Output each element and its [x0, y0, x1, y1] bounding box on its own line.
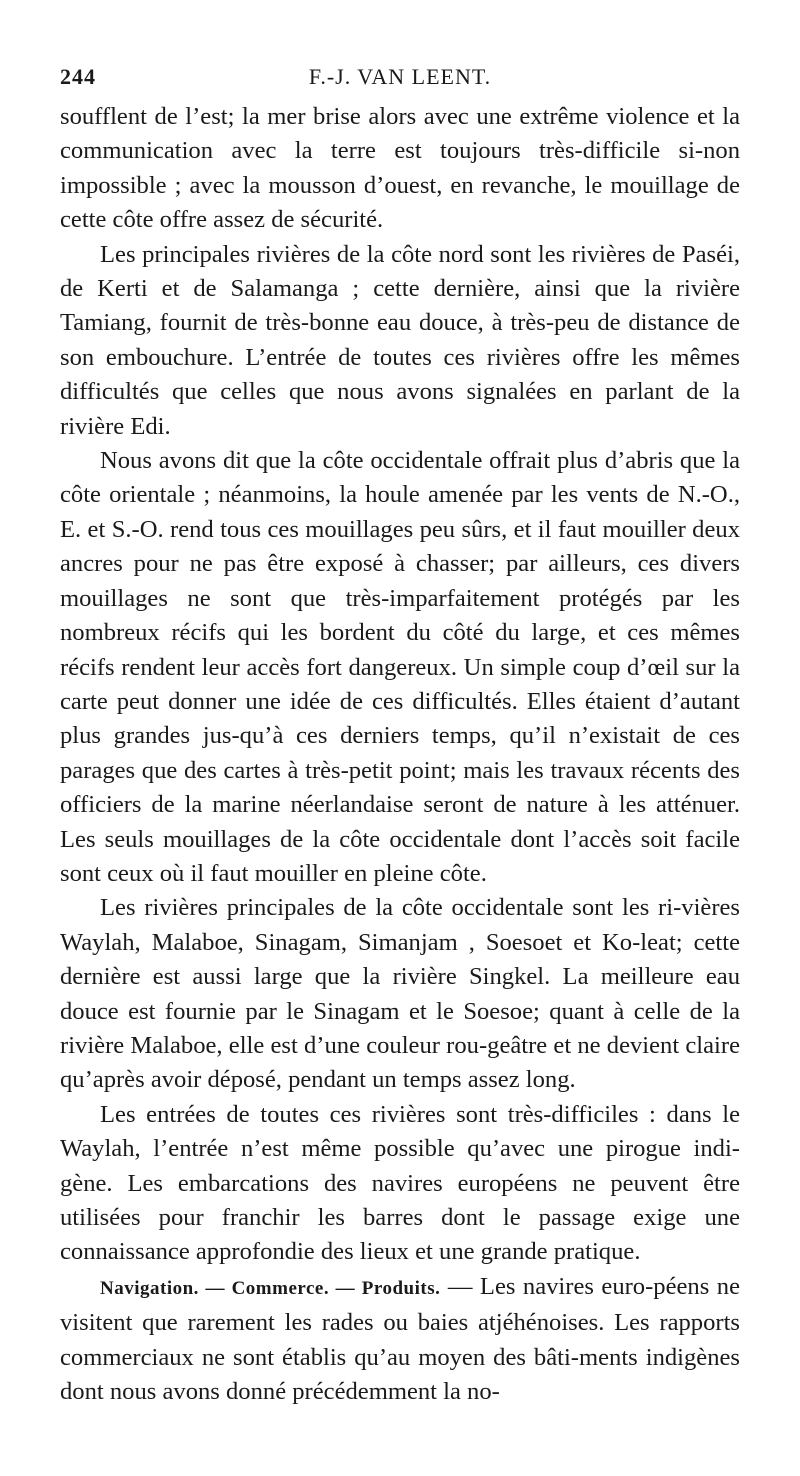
paragraph: Les principales rivières de la côte nord sont les rivières de Paséi, de Kerti et de Salamanga ; cette dernière, ainsi que la rivière Tamiang, fournit de très-bonne eau douce, à très-peu de distance de son embouchure. L’entrée de toutes ces rivières offre les mêmes difficultés que celles que nous avons signalées en parlant de la rivière Edi.: [60, 240, 740, 440]
paragraph-with-sidehead: [60, 1270, 740, 1410]
paragraph: Nous avons dit que la côte occidentale offrait plus d’abris que la côte orientale ; néanmoins, la houle amenée par les vents de N.-O., E. et S.-O. rend tous ces mouillages peu sûrs, et il faut mouiller deux ancres pour ne pas être exposé à chasser; par ailleurs, ces divers mouillages ne sont que très-imparfaitement protégés par les nombreux récifs qui les bordent du côté du large, et ces mêmes récifs rendent leur accès fort dangereux. Un simple coup d’œil sur la carte peut donner une idée de ces difficultés. Elles étaient d’autant plus grandes jus-qu’à ces derniers temps, qu’il n’existait de ces parages que des cartes à très-petit point; mais les travaux récents des officiers de la marine néerlandaise seront de nature à les atténuer. Les seuls mouillages de la côte occidentale dont l’accès soit facile sont ceux où il faut mouiller en pleine côte.: [60, 447, 740, 887]
book-page: [60, 62, 740, 1409]
paragraph: Les entrées de toutes ces rivières sont très-difficiles : dans le Waylah, l’entrée n’est même possible qu’avec une pirogue indi-gène. Les embarcations des navires européens ne peuvent être utilisées pour franchir les barres dont le passage exige une connaissance approfondie des lieux et une grande pratique.: [60, 1100, 740, 1266]
paragraph-continued: soufflent de l’est; la mer brise alors avec une extrême violence et la communication avec la terre est toujours très-difficile si-non impossible ; avec la mousson d’ouest, en revanche, le mouillage de cette côte offre assez de sécurité.: [60, 103, 740, 234]
page-header: [60, 62, 740, 100]
paragraph-text: — Les navires euro-péens ne visitent que rarement les rades ou baies atjéhénoises. Les rapports commerciaux ne sont établis qu’au moyen des bâti-ments indigènes dont nous avons donné précédemment la no-: [60, 1272, 740, 1406]
page-number: 244: [60, 64, 96, 89]
paragraph: Les rivières principales de la côte occidentale sont les ri-vières Waylah, Malaboe, Sinagam, Simanjam , Soesoet et Ko-leat; cette dernière est aussi large que la rivière Singkel. La meilleure eau douce est fournie par le Sinagam et le Soesoe; quant à celle de la rivière Malaboe, elle est d’une couleur rou-geâtre et ne devient claire qu’après avoir déposé, pendant un temps assez long.: [60, 894, 740, 1094]
running-head: F.-J. VAN LEENT.: [308, 64, 492, 89]
section-sidehead: Navigation. — Commerce. — Produits.: [100, 1277, 441, 1299]
body-text: [60, 100, 740, 1409]
